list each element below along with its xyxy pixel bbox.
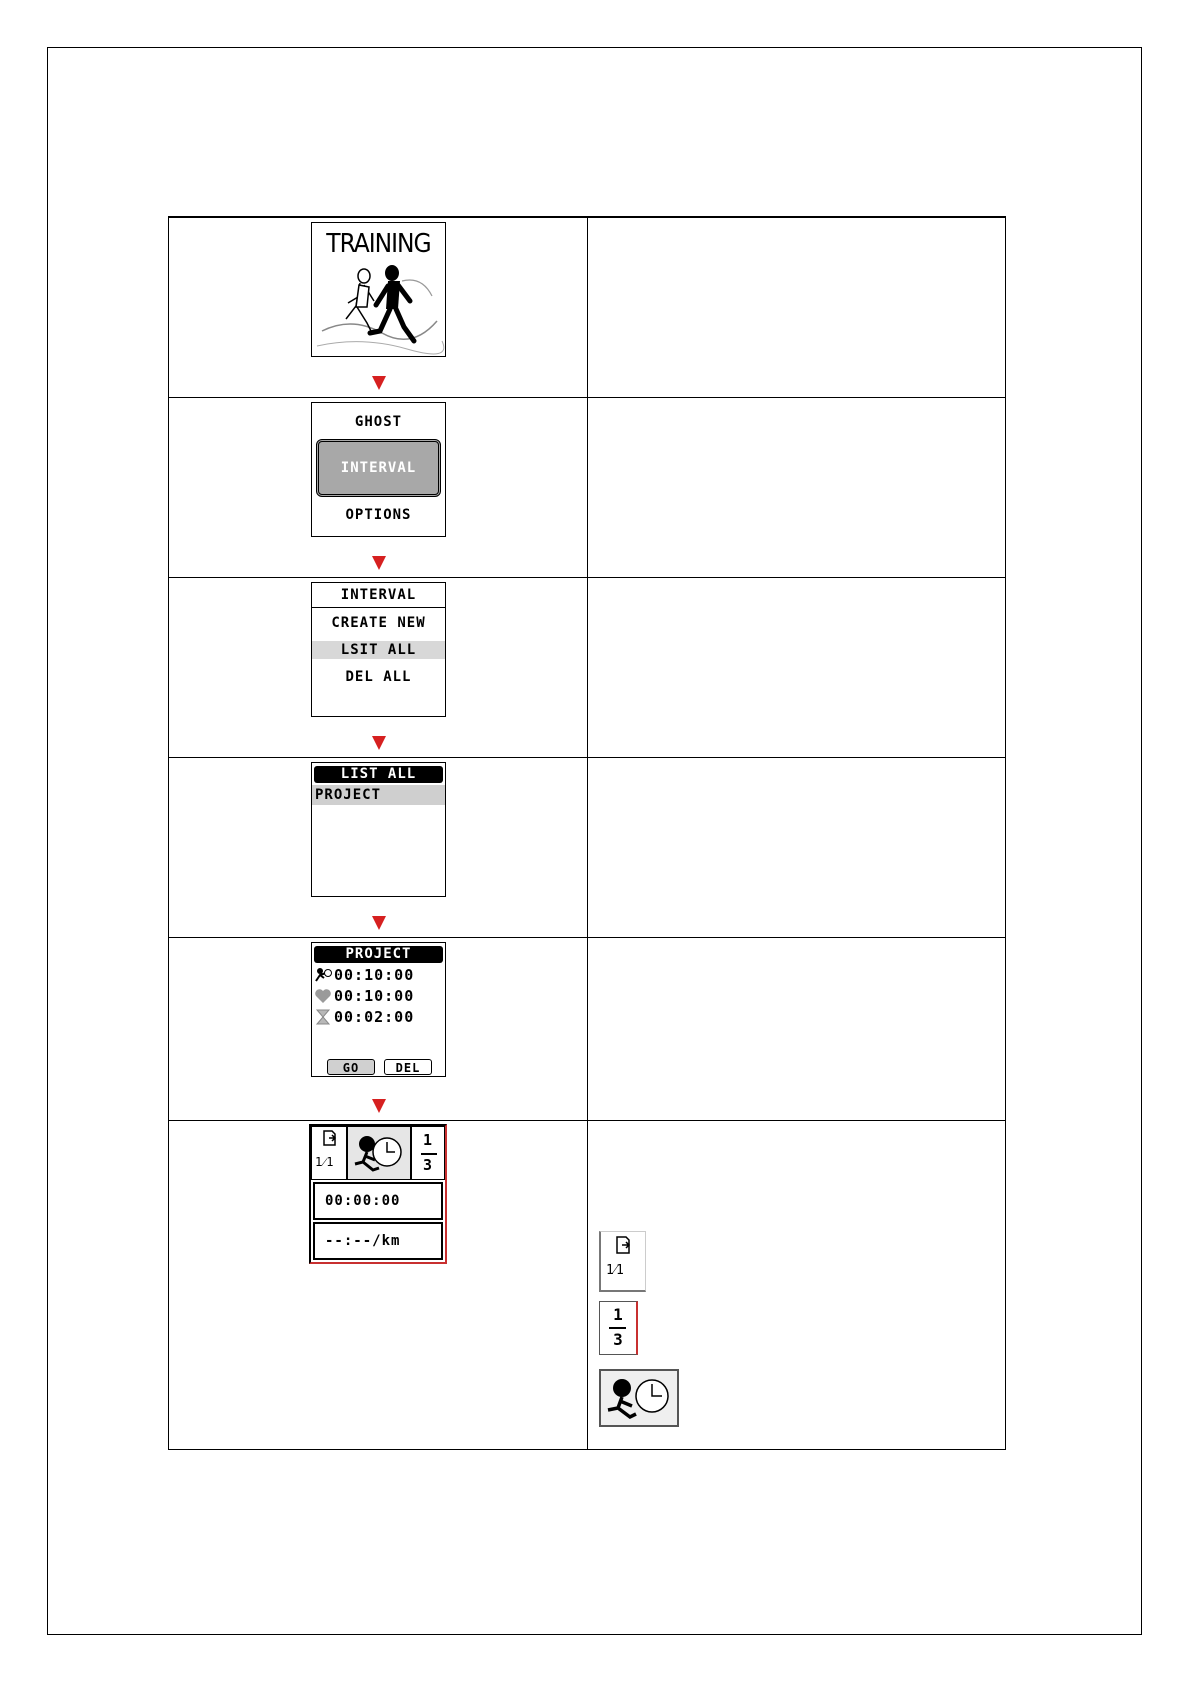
project-title: PROJECT	[314, 946, 443, 963]
heart-time-value: 00:10:00	[334, 987, 415, 1005]
legend-runner-icon	[599, 1369, 679, 1427]
run-time-value: 00:10:00	[334, 966, 415, 984]
legend-fraction-top: 1	[613, 1305, 623, 1324]
run-time-icon	[314, 967, 332, 983]
runner-clock-icon	[602, 1372, 674, 1422]
running-screen	[309, 1124, 447, 1264]
lap-icon	[322, 1130, 338, 1146]
list-all-title: LIST ALL	[314, 766, 443, 783]
down-arrow	[372, 736, 386, 750]
menu-item-interval-selected[interactable]: INTERVAL	[316, 439, 441, 497]
interval-menu-screen	[311, 582, 446, 717]
run-time-row	[312, 965, 445, 985]
rest-time-row	[312, 1007, 445, 1027]
down-arrow	[372, 1099, 386, 1113]
legend-fraction-bottom: 3	[613, 1330, 623, 1349]
training-screen	[311, 222, 446, 357]
go-button[interactable]: GO	[327, 1059, 375, 1075]
interval-menu-title: INTERVAL	[312, 583, 445, 608]
legend-fraction-icon	[599, 1301, 638, 1355]
rest-time-value: 00:02:00	[334, 1008, 415, 1026]
menu-item-options[interactable]: OPTIONS	[345, 507, 412, 523]
hourglass-icon	[314, 1009, 332, 1025]
step-row-main-menu	[169, 397, 1005, 578]
menu-item-del-all[interactable]: DEL ALL	[345, 669, 412, 685]
legend-lap-label: 1⁄1	[606, 1263, 624, 1278]
del-button[interactable]: DEL	[384, 1059, 432, 1075]
step-row-project	[169, 937, 1005, 1121]
menu-item-create-new[interactable]: CREATE NEW	[331, 615, 426, 631]
list-item-project[interactable]: PROJECT	[312, 785, 445, 805]
runner-clock-icon	[349, 1128, 409, 1178]
step-row-training	[169, 217, 1005, 398]
fraction-bar	[421, 1153, 437, 1155]
training-title: TRAINING	[326, 229, 431, 259]
lap-cell	[311, 1126, 347, 1180]
pace-field: --:--/km	[313, 1222, 443, 1260]
lap-label: 1⁄1	[315, 1155, 335, 1169]
fraction-bottom: 3	[422, 1156, 434, 1174]
down-arrow	[372, 916, 386, 930]
step-row-running	[169, 1120, 1005, 1450]
heart-time-row	[312, 986, 445, 1006]
elapsed-time-field: 00:00:00	[313, 1182, 443, 1220]
menu-item-ghost[interactable]: GHOST	[354, 414, 403, 430]
step-row-interval-menu	[169, 577, 1005, 758]
legend-fraction-bar	[609, 1327, 626, 1329]
runners-illustration	[312, 261, 445, 356]
heart-icon	[314, 988, 332, 1004]
down-arrow	[372, 376, 386, 390]
down-arrow	[372, 556, 386, 570]
project-screen	[311, 942, 446, 1077]
main-menu-screen	[311, 402, 446, 537]
fraction-cell	[411, 1126, 445, 1180]
fraction-top: 1	[422, 1131, 434, 1149]
legend-lap-icon	[599, 1231, 646, 1292]
menu-item-list-all-selected[interactable]: LSIT ALL	[312, 641, 445, 659]
step-row-list-all	[169, 757, 1005, 938]
runner-cell	[347, 1126, 411, 1180]
steps-table	[168, 216, 1006, 1450]
list-all-screen	[311, 762, 446, 897]
lap-icon	[615, 1236, 633, 1254]
